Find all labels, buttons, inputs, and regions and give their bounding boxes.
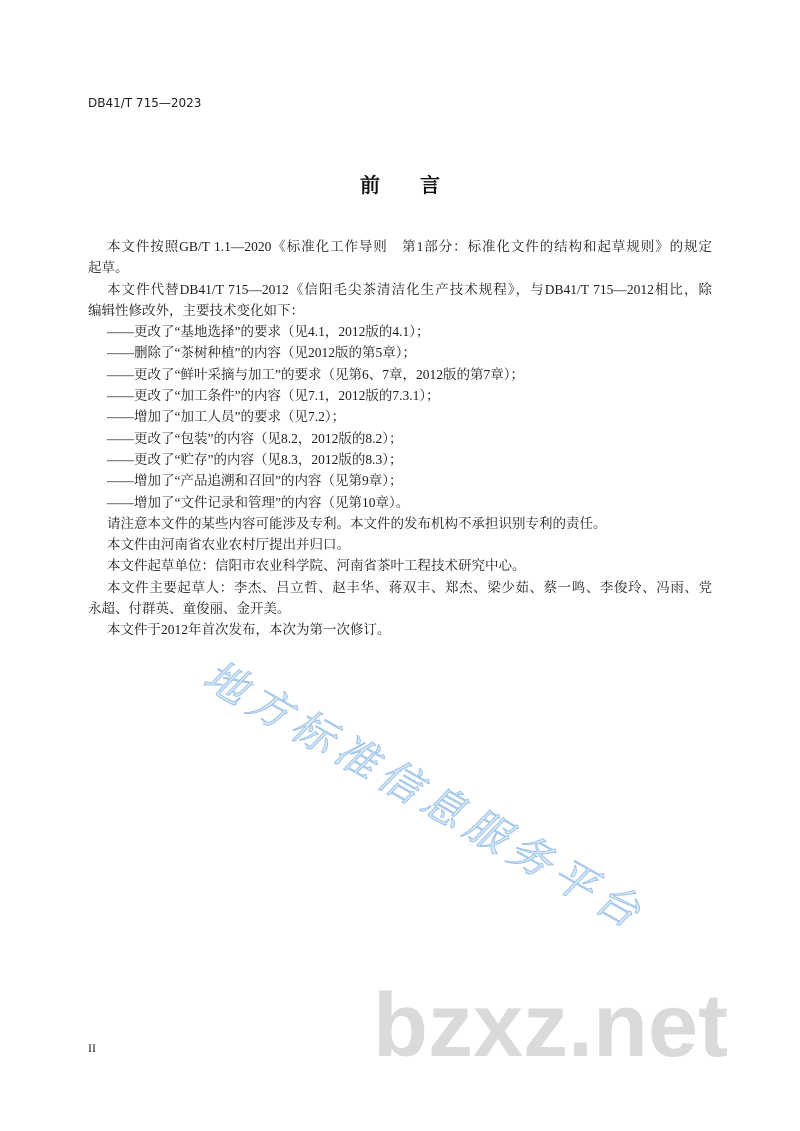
change-list-item: ——更改了“包装”的内容（见8.2，2012版的8.2）； bbox=[107, 430, 403, 446]
drafters-line-2: 永超、付群英、童俊丽、金开美。 bbox=[88, 601, 291, 617]
basis-paragraph-line-1: 本文件按照GB/T 1.1—2020《标准化工作导则 第1部分：标准化文件的结构和起草规则》的规定 bbox=[107, 239, 712, 254]
proposer-statement: 本文件由河南省农业农村厅提出并归口。 bbox=[107, 537, 350, 553]
revision-history: 本文件于2012年首次发布，本次为第一次修订。 bbox=[107, 622, 391, 638]
page-title: 前 言 bbox=[360, 173, 440, 197]
change-list-item: ——增加了“文件记录和管理”的内容（见第10章）。 bbox=[107, 494, 410, 510]
page-number: II bbox=[88, 1041, 96, 1055]
drafters-line-1: 本文件主要起草人：李杰、吕立哲、赵丰华、蒋双丰、郑杰、梁少茹、蔡一鸣、李俊玲、冯雨、党 bbox=[107, 579, 712, 595]
change-list-item: ——更改了“贮存”的内容（见8.3，2012版的8.3）； bbox=[107, 451, 403, 467]
document-code-header: DB41/T 715—2023 bbox=[88, 96, 202, 110]
change-list-item: ——更改了“鲜叶采摘与加工”的要求（见第6、7章，2012版的第7章）； bbox=[107, 366, 524, 382]
watermark-domain: bzxz.net bbox=[373, 976, 729, 1076]
patent-notice: 请注意本文件的某些内容可能涉及专利。本文件的发布机构不承担识别专利的责任。 bbox=[107, 515, 607, 531]
change-list-item: ——增加了“加工人员”的要求（见7.2）； bbox=[107, 409, 346, 425]
replaces-paragraph-line-1: 本文件代替DB41/T 715—2012《信阳毛尖茶清洁化生产技术规程》，与DB41/T 715—2012相比，除 bbox=[107, 281, 712, 297]
change-list-item: ——删除了“茶树种植”的内容（见2012版的第5章）； bbox=[107, 345, 416, 361]
change-list-item: ——更改了“加工条件”的内容（见7.1，2012版的7.3.1）； bbox=[107, 388, 440, 404]
replaces-paragraph-line-2: 编辑性修改外，主要技术变化如下： bbox=[88, 302, 304, 318]
change-list-item: ——增加了“产品追溯和召回”的内容（见第9章）； bbox=[107, 473, 403, 489]
change-list-item: ——更改了“基地选择”的要求（见4.1，2012版的4.1）； bbox=[107, 324, 430, 340]
drafting-units: 本文件起草单位：信阳市农业科学院、河南省茶叶工程技术研究中心。 bbox=[107, 558, 526, 574]
preface-body bbox=[88, 236, 712, 641]
basis-paragraph-line-2: 起草。 bbox=[88, 260, 129, 276]
watermark-site-name: 地方标准信息服务平台 bbox=[195, 650, 655, 941]
